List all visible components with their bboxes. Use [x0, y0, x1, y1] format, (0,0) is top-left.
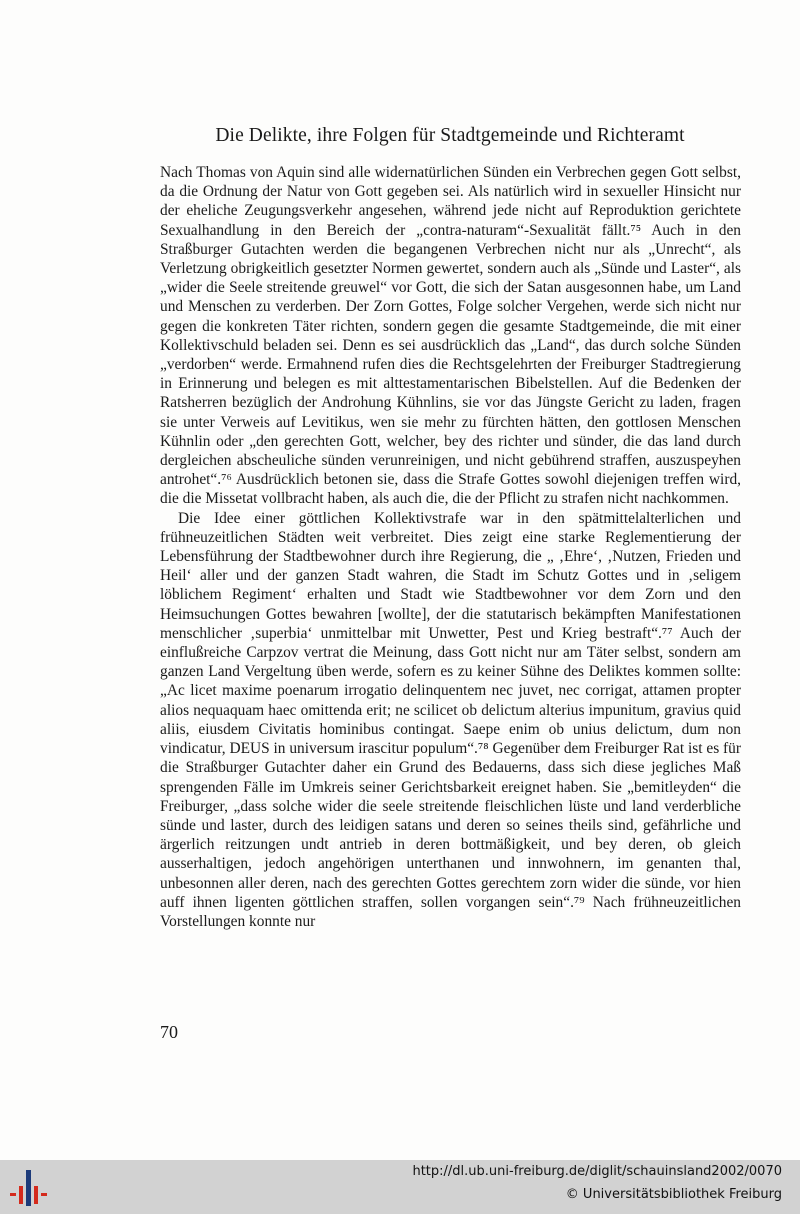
paragraph-1: Nach Thomas von Aquin sind alle widernatürlichen Sünden ein Verbrechen gegen Gott selbst, da die Ordnung der Natur von Gott gegeben sei. Als natürlich wird in sexueller Hinsicht nur der eheliche Zeugungsverkehr angesehen, während jede nicht auf Reproduktion gerichtete Sexualhandlung in den Bereich der „contra-naturam“-Sexualität fällt.⁷⁵ Auch in den Straßburger Gutachten werden die begangenen Verbrechen nicht nur als „Unrecht“, als Verletzung obrigkeitlich gesetzter Normen gewertet, sondern auch als „Sünde und Laster“, als „wider die Seele streitende greuwel“ vor Gott, die sich der Satan ausgesonnen habe, um Land und Menschen zu verderben. Der Zorn Gottes, Folge solcher Vergehen, werde sich nicht nur gegen die konkreten Täter richten, sondern gegen die gesamte Stadtgemeinde, die mit einer Kollektivschuld beladen sei. Denn es sei ausdrücklich das „Land“, das durch solche Sünden „verdorben“ werde. Ermahnend rufen dies die Rechtsgelehrten der Freiburger Stadtregierung in Erinnerung und belegen es mit alttestamentarischen Bibelstellen. Auf die Bedenken der Ratsherren bezüglich der Androhung Kühnlins, sie vor das Jüngste Gericht zu laden, fragen sie unter Verweis auf Levitikus, wen sie mehr zu fürchten hätten, den gottlosen Menschen Kühnlin oder „den gerechten Gott, welcher, bey des richter und sünder, die das land durch dergleichen abscheuliche sünden verunreinigen, und nicht gebührend straffen, auszuspeyhen antrohet“.⁷⁶ Ausdrücklich betonen sie, dass die Strafe Gottes sowohl diejenigen treffen wird, die die Missetat vollbracht haben, als auch die, die der Pflicht zu strafen nicht nachkommen. — [160, 164, 741, 508]
running-head: Die Delikte, ihre Folgen für Stadtgemeinde und Richteramt — [215, 125, 685, 146]
page-number: 70 — [160, 1022, 178, 1042]
footer-copyright: © Universitätsbibliothek Freiburg — [565, 1187, 782, 1202]
ub-freiburg-logo-icon[interactable] — [8, 1166, 52, 1210]
footer-url-link[interactable]: http://dl.ub.uni-freiburg.de/diglit/schauinsland2002/0070 — [412, 1164, 782, 1179]
paragraph-2: Die Idee einer göttlichen Kollektivstrafe war in den spätmittelalterlichen und frühneuzeitlichen Städten weit verbreitet. Dies zeigt eine starke Reglementierung der Lebensführung der Stadtbewohner durch ihre Regierung, die „ ‚Ehre‘, ‚Nutzen, Frieden und Heil‘ aller und der ganzen Stadt wahren, die Stadt im Schutz Gottes und in ‚seligem löblichem Regiment‘ erhalten und Stadt wie Stadtbewohner vor dem Zorn und den Heimsuchungen Gottes bewahren [wollte], der die statutarisch bekämpften Manifestationen menschlicher ‚superbia‘ unmittelbar mit Unwetter, Pest und Krieg bestraft“.⁷⁷ Auch der einflußreiche Carpzov vertrat die Meinung, dass Gott nicht nur am Täter selbst, sondern am ganzen Land Vergeltung üben werde, sofern es zu keiner Sühne des Deliktes kommen sollte: „Ac licet maxime poenarum irrogatio delinquentem nec juvet, nec corrigat, attamen propter alios nequaquam haec omittenda erit; ne scilicet ob delictum alterius impunitum, gravius quid aliis, eiusdem Civitatis hominibus contingat. Saepe enim ob unius delictum, dum non vindicatur, DEUS in universum irascitur populum“.⁷⁸ Gegenüber dem Freiburger Rat ist es für die Straßburger Gutachter daher ein Grund des Bedauerns, dass sich diese jegliches Maß sprengenden Fälle im Umkreis seiner Gerichtsbarkeit ereignet haben. Sie „bemitleyden“ die Freiburger, „dass solche wider die seele streitende fleischlichen lüste und land verderbliche sünde und laster, durch des leidigen satans und deren so seines theils sind, gefährliche und ärgerlich reitzungen undt antrieb in deren bottmäßigkeit, und bey deren, ob gleich ausserhaltigen, jedoch angehörigen unterthanen und innwohnern, im genanten thal, unbesonnen aller deren, nach des gerechten Gottes gerechtem zorn wider die sünde, vor hien auff ihnen ligenten göttlichen straffen, sollen vorgangen sein“.⁷⁹ Nach frühneuzeitlichen Vorstellungen konnte nur — [160, 509, 741, 930]
body-text — [160, 163, 741, 931]
footer-bar — [0, 1160, 800, 1214]
